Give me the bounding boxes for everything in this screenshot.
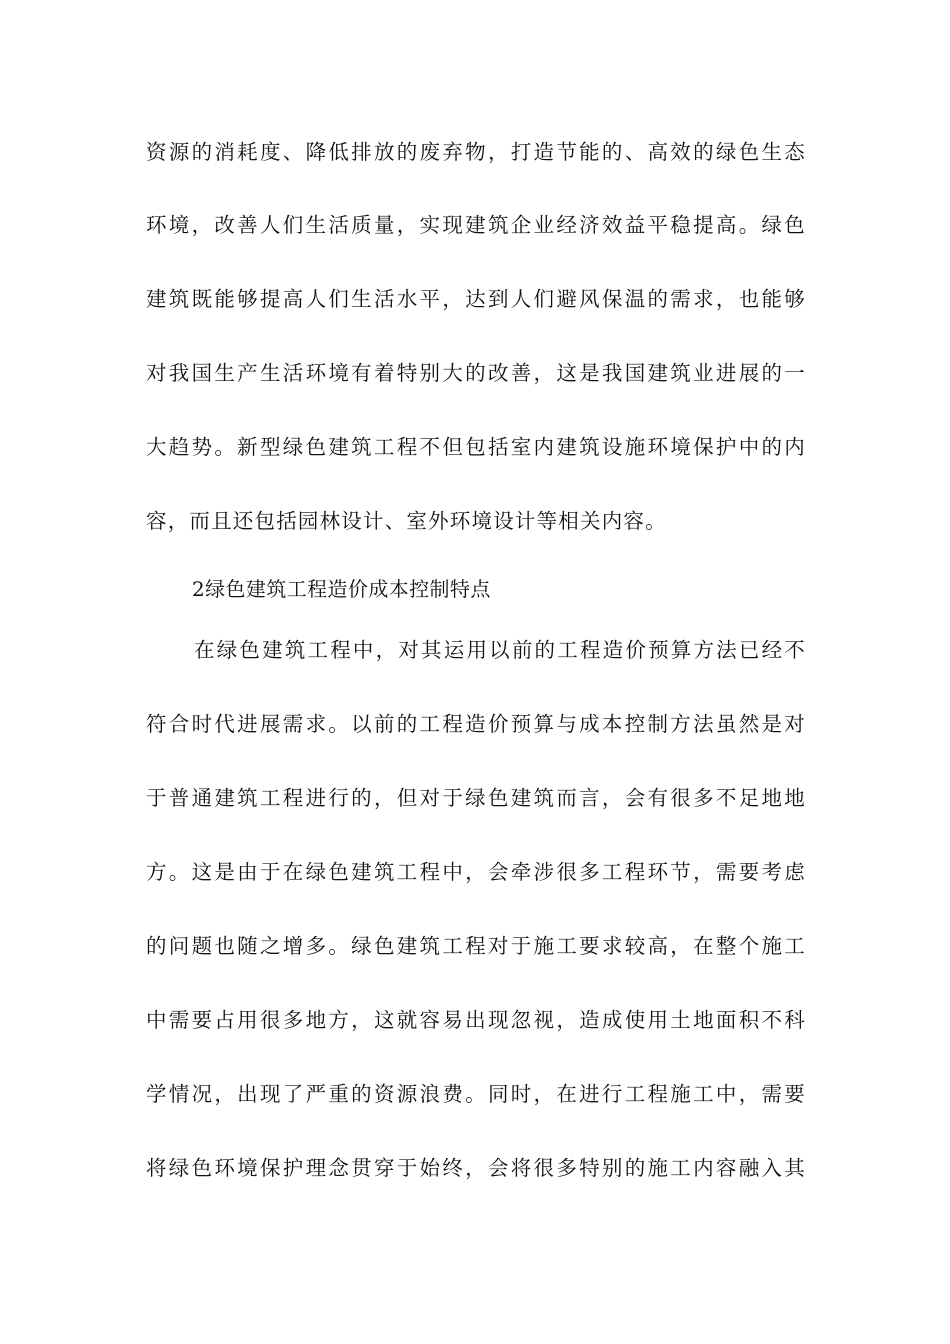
paragraph-2-line-4: 方。这是由于在绿色建筑工程中，会牵涉很多工程环节，需要考虑 (146, 860, 806, 884)
paragraph-1-line-1: 资源的消耗度、降低排放的废弃物，打造节能的、高效的绿色生态 (146, 140, 806, 164)
paragraph-1-line-2: 环境，改善人们生活质量，实现建筑企业经济效益平稳提高。绿色 (146, 213, 806, 237)
paragraph-2-line-1: 在绿色建筑工程中，对其运用以前的工程造价预算方法已经不 (194, 638, 806, 662)
paragraph-1-line-4: 对我国生产生活环境有着特别大的改善，这是我国建筑业进展的一 (146, 361, 806, 385)
paragraph-2-line-7: 学情况，出现了严重的资源浪费。同时，在进行工程施工中，需要 (146, 1082, 806, 1106)
section-heading: 2绿色建筑工程造价成本控制特点 (192, 577, 491, 601)
paragraph-2-line-3: 于普通建筑工程进行的，但对于绿色建筑而言，会有很多不足地地 (146, 786, 806, 810)
paragraph-2-line-8: 将绿色环境保护理念贯穿于始终，会将很多特别的施工内容融入其 (146, 1156, 806, 1180)
paragraph-2-line-6: 中需要占用很多地方，这就容易出现忽视，造成使用土地面积不科 (146, 1008, 806, 1032)
paragraph-2-line-5: 的问题也随之增多。绿色建筑工程对于施工要求较高，在整个施工 (146, 934, 806, 958)
paragraph-1-line-6: 容，而且还包括园林设计、室外环境设计等相关内容。 (146, 509, 667, 533)
paragraph-1-line-3: 建筑既能够提高人们生活水平，达到人们避风保温的需求，也能够 (146, 287, 806, 311)
paragraph-2-line-2: 符合时代进展需求。以前的工程造价预算与成本控制方法虽然是对 (146, 712, 806, 736)
paragraph-1-line-5: 大趋势。新型绿色建筑工程不但包括室内建筑设施环境保护中的内 (146, 435, 806, 459)
